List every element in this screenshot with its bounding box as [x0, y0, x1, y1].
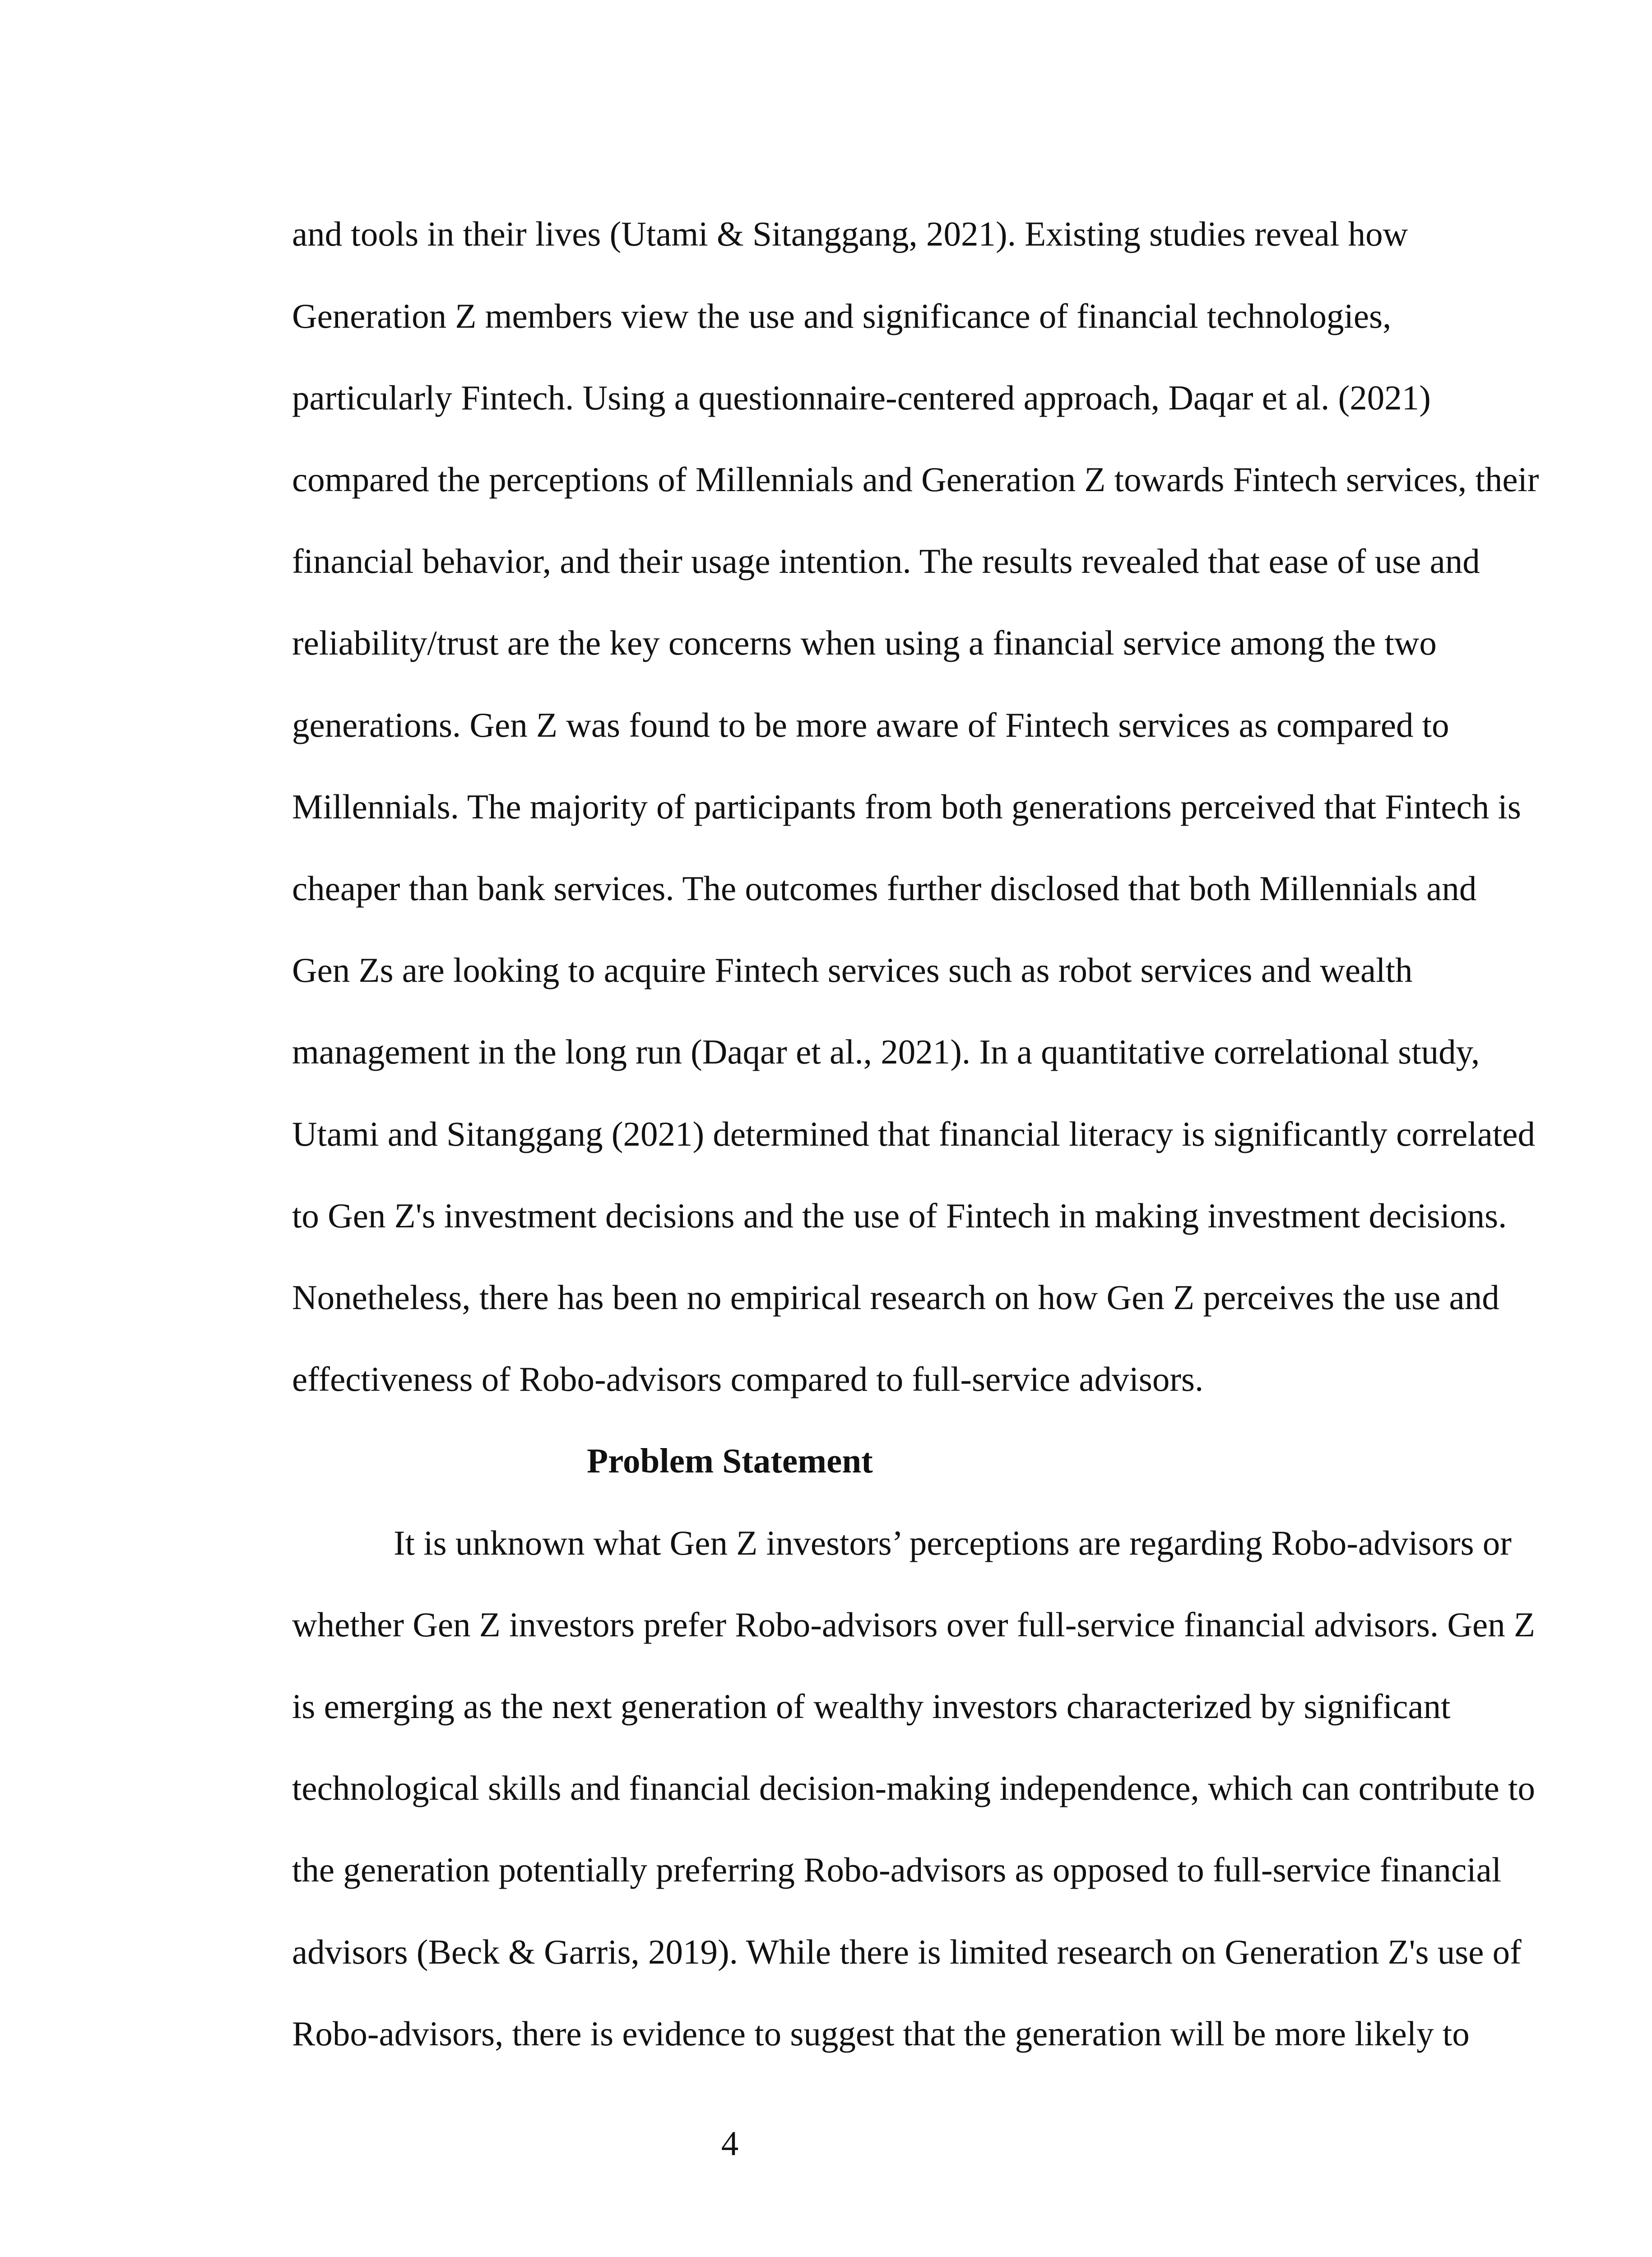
body-line: Millennials. The majority of participants from both generations perceived that Fintech is: [292, 787, 1521, 826]
body-line: advisors (Beck & Garris, 2019). While there is limited research on Generation Z's use of: [292, 1932, 1522, 1971]
body-line: Nonetheless, there has been no empirical research on how Gen Z perceives the use and: [292, 1278, 1499, 1317]
body-line: and tools in their lives (Utami & Sitanggang, 2021). Existing studies reveal how: [292, 214, 1408, 253]
body-line: Utami and Sitanggang (2021) determined that financial literacy is significantly correlated: [292, 1115, 1535, 1153]
body-line: whether Gen Z investors prefer Robo-advisors over full-service financial advisors. Gen Z: [292, 1605, 1535, 1644]
body-line: cheaper than bank services. The outcomes further disclosed that both Millennials and: [292, 869, 1477, 908]
body-line: Robo-advisors, there is evidence to suggest that the generation will be more likely to: [292, 2014, 1470, 2053]
body-line: It is unknown what Gen Z investors’ perceptions are regarding Robo-advisors or: [394, 1523, 1512, 1562]
page-number: 4: [721, 2124, 739, 2163]
body-line: generations. Gen Z was found to be more aware of Fintech services as compared to: [292, 706, 1449, 744]
body-line: financial behavior, and their usage intention. The results revealed that ease of use and: [292, 542, 1480, 581]
body-line: compared the perceptions of Millennials and Generation Z towards Fintech services, their: [292, 460, 1539, 499]
body-line: is emerging as the next generation of wealthy investors characterized by significant: [292, 1687, 1451, 1726]
body-line: Gen Zs are looking to acquire Fintech services such as robot services and wealth: [292, 951, 1413, 989]
section-heading: Problem Statement: [587, 1441, 873, 1480]
body-line: technological skills and financial decision-making independence, which can contribute to: [292, 1769, 1535, 1807]
body-line: reliability/trust are the key concerns when using a financial service among the two: [292, 623, 1437, 662]
body-line: management in the long run (Daqar et al., 2021). In a quantitative correlational study,: [292, 1032, 1480, 1071]
body-line: to Gen Z's investment decisions and the use of Fintech in making investment decisions.: [292, 1196, 1507, 1235]
body-line: particularly Fintech. Using a questionnaire-centered approach, Daqar et al. (2021): [292, 378, 1431, 417]
body-line: Generation Z members view the use and significance of financial technologies,: [292, 297, 1392, 335]
body-line: effectiveness of Robo-advisors compared to full-service advisors.: [292, 1360, 1204, 1398]
body-line: the generation potentially preferring Robo-advisors as opposed to full-service financial: [292, 1850, 1502, 1889]
